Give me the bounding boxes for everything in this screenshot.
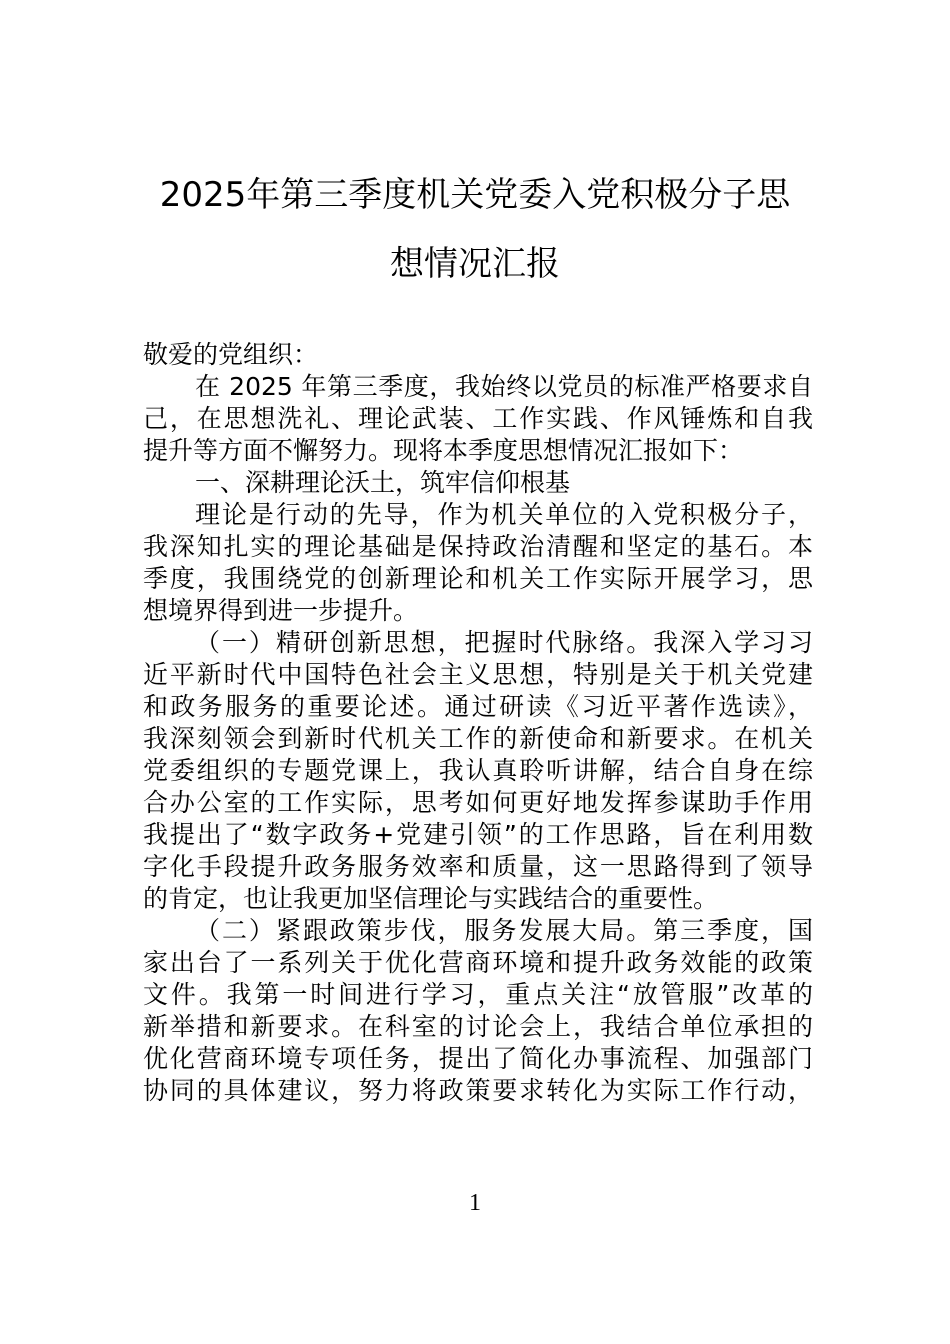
paragraph-line: 提升等方面不懈努力。现将本季度思想情况汇报如下：: [143, 436, 744, 465]
page-number: 1: [469, 1190, 481, 1216]
paragraph-line: 季度，我围绕党的创新理论和机关工作实际开展学习，思: [143, 564, 813, 593]
paragraph-line: 党委组织的专题党课上，我认真聆听讲解，结合自身在综: [143, 756, 813, 785]
paragraph-line: 己，在思想洗礼、理论武装、工作实践、作风锤炼和自我: [143, 404, 813, 433]
paragraph-line: 近平新时代中国特色社会主义思想，特别是关于机关党建: [143, 660, 813, 689]
paragraph-line: 的肯定，也让我更加坚信理论与实践结合的重要性。: [143, 884, 719, 913]
paragraph-line: 协同的具体建议，努力将政策要求转化为实际工作行动，: [143, 1076, 813, 1105]
paragraph-line: 文件。我第一时间进行学习，重点关注“放管服”改革的: [143, 980, 813, 1009]
paragraph-line: 想境界得到进一步提升。: [143, 596, 419, 625]
paragraph-line: 优化营商环境专项任务，提出了简化办事流程、加强部门: [143, 1044, 813, 1073]
document-body: [143, 339, 813, 1107]
paragraph-line: 我提出了“数字政务+党建引领”的工作思路，旨在利用数: [143, 820, 813, 849]
paragraph-line: 我深刻领会到新时代机关工作的新使命和新要求。在机关: [143, 724, 813, 753]
paragraph-line: 理论是行动的先导，作为机关单位的入党积极分子，: [195, 500, 813, 529]
document-title-line-2: 想情况汇报: [390, 244, 560, 284]
paragraph-line: 新举措和新要求。在科室的讨论会上，我结合单位承担的: [143, 1012, 813, 1041]
paragraph-line: 在 2025 年第三季度，我始终以党员的标准严格要求自: [195, 372, 813, 401]
paragraph-line: 我深知扎实的理论基础是保持政治清醒和坚定的基石。本: [143, 532, 813, 561]
paragraph-line: 家出台了一系列关于优化营商环境和提升政务效能的政策: [143, 948, 813, 977]
document-title-line-1: 2025年第三季度机关党委入党积极分子思: [159, 175, 791, 215]
paragraph-line: （一）精研创新思想，把握时代脉络。我深入学习习: [195, 628, 813, 657]
paragraph-line: 字化手段提升政务服务效率和质量，这一思路得到了领导: [143, 852, 813, 881]
section-heading: 一、深耕理论沃土，筑牢信仰根基: [195, 468, 571, 497]
paragraph-line: 合办公室的工作实际，思考如何更好地发挥参谋助手作用: [143, 788, 813, 817]
paragraph-line: （二）紧跟政策步伐，服务发展大局。第三季度，国: [195, 916, 813, 945]
paragraph-line: 和政务服务的重要论述。通过研读《习近平著作选读》，: [143, 692, 813, 721]
salutation: 敬爱的党组织：: [143, 340, 319, 369]
